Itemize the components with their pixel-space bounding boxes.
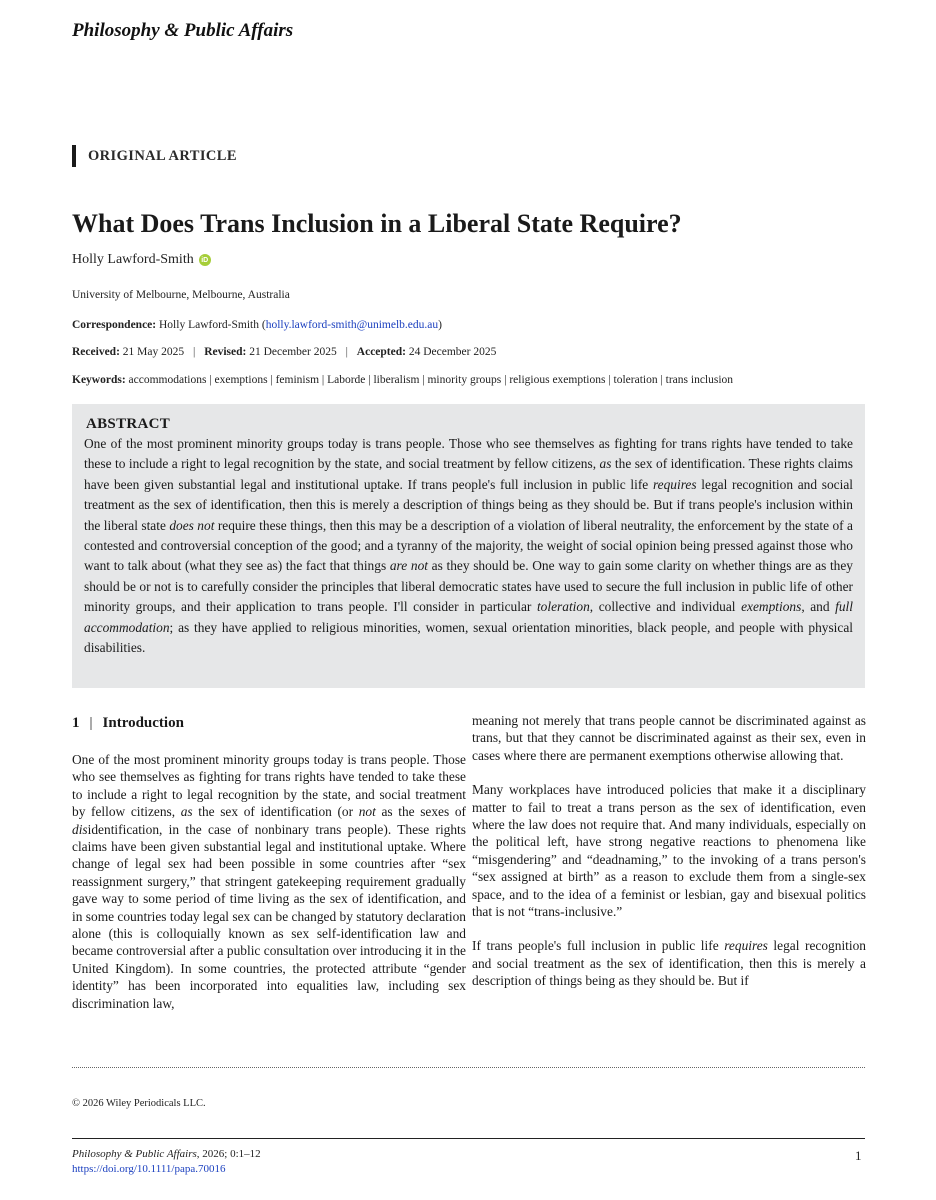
abstract-text: One of the most prominent minority groups today is trans people. Those who see themselves as fighting for trans rights have tended to take these to include a right to legal recognition by the state, and social treatment by fellow citizens, as the sex of identification. These rights claims have been given substantial legal and institutional uptake. If trans people's full inclusion in public life requires legal recognition and social treatment as the sex of identification, then this is merely a description of things being as they should be. But if trans people's inclusion within the liberal state does not require these things, then this may be a description of a violation of liberal neutrality, the enforcement by the state of a contested and controversial conception of the good; and a tyranny of the majority, the weight of social opinion being pressed against those who want to talk about (what they see as) the fact that things are not as they should be. One way to gain some clarity on whether things are as they should be or not is to carefully consider the principles that liberal democratic states have used to secure the full inclusion in public life of other minority groups, and their application to trans people. I'll consider in particular toleration, collective and individual exemptions, and full accommodation; as they have applied to religious minorities, women, sexual orientation minorities, black people, and people with physical disabilities.	[84, 436, 854, 656]
section-number: 1	[72, 715, 80, 731]
footer-volume: , 2026; 0:1–12	[196, 1148, 261, 1160]
keywords-label: Keywords:	[72, 374, 126, 386]
footer-citation	[72, 1147, 261, 1177]
article-dates	[72, 346, 496, 358]
abstract-box	[72, 404, 865, 688]
copyright-notice: © 2026 Wiley Periodicals LLC.	[72, 1098, 206, 1109]
article-type-bar	[72, 145, 76, 167]
doi-link[interactable]: https://doi.org/10.1111/papa.70016	[72, 1163, 226, 1175]
article-type-text: ORIGINAL ARTICLE	[88, 147, 237, 164]
correspondence-name: Holly Lawford-Smith	[159, 319, 259, 331]
footnote-divider	[72, 1067, 865, 1068]
accepted-label: Accepted:	[356, 346, 406, 358]
journal-name: Philosophy & Public Affairs	[72, 20, 294, 41]
section-title: Introduction	[102, 715, 184, 731]
body-column-left	[72, 712, 466, 1012]
body-paragraph: Many workplaces have introduced policies that make it a disciplinary matter to fail to treat a trans person as the sex of identification, even where the law does not require that. And many individuals, especially on the political left, have strong negative reactions to phenomena like “misgendering” and “deadnaming,” to the invoking of a trans person's “sex assigned at birth” as a reason to exclude them from a single-sex space, and to the idea of a feminist or lesbian, gay and bisexual politics that is not “trans-inclusive.”	[472, 782, 866, 920]
abstract-heading: ABSTRACT	[86, 416, 171, 432]
body-paragraph: One of the most prominent minority groups today is trans people. Those who see themselves as fighting for trans rights have tended to take these to include a right to legal recognition by the state, and social treatment by fellow citizens, as the sex of identification (or not as the sexes of disidentification, in the case of nonbinary trans people). These rights claims have been given substantial legal and institutional uptake. Where change of legal sex had been possible in some countries after “sex reassignment surgery,” that stringent gatekeeping requirement gradually gave way to some period of time living as the sex of identification, and in some countries today legal sex can be changed by statutory declaration alone (this is colloquially known as sex self-identification law and became controversial after a public consultation over introducing it in the United Kingdom). In some countries, the protected attribute “gender identity” has been incorporated into equalities law, including sex discrimination law,	[72, 752, 466, 1011]
revised-date: 21 December 2025	[249, 346, 337, 358]
accepted-date: 24 December 2025	[408, 346, 497, 358]
date-separator: |	[193, 346, 196, 358]
body-paragraph: If trans people's full inclusion in public life requires legal recognition and social treatment as the sex of identification, then this is merely a description of things being as they should be. But if	[472, 938, 866, 989]
keywords	[72, 374, 733, 386]
section-heading-introduction	[72, 712, 466, 734]
footer-journal-name: Philosophy & Public Affairs	[72, 1148, 197, 1160]
date-separator: |	[345, 346, 348, 358]
article-type-label	[72, 145, 237, 167]
body-column-right	[472, 712, 866, 990]
correspondence-email-link[interactable]: holly.lawford-smith@unimelb.edu.au	[265, 319, 439, 331]
keywords-list: accommodations | exemptions | feminism | Laborde | liberalism | minority groups | religious exemptions | toleration | trans inclusion	[128, 374, 734, 386]
correspondence-label: Correspondence:	[72, 319, 157, 331]
received-date: 21 May 2025	[122, 346, 185, 358]
footer-divider	[72, 1138, 865, 1139]
author-line	[72, 252, 211, 268]
affiliation: University of Melbourne, Melbourne, Australia	[72, 289, 290, 301]
page-number: 1	[855, 1148, 862, 1163]
article-title: What Does Trans Inclusion in a Liberal State Require?	[72, 209, 682, 238]
orcid-icon[interactable]: iD	[199, 254, 211, 266]
revised-label: Revised:	[204, 346, 247, 358]
body-paragraph: meaning not merely that trans people cannot be discriminated against as trans, but that they cannot be discriminated against as their sex, even in cases where there are permanent exemptions otherwise allowing that.	[472, 713, 866, 763]
correspondence: Correspondence: Holly Lawford-Smith (holly.lawford-smith@unimelb.edu.au)	[72, 319, 442, 331]
received-label: Received:	[72, 346, 120, 358]
section-divider: |	[89, 715, 93, 731]
author-name[interactable]: Holly Lawford-Smith	[72, 252, 194, 267]
